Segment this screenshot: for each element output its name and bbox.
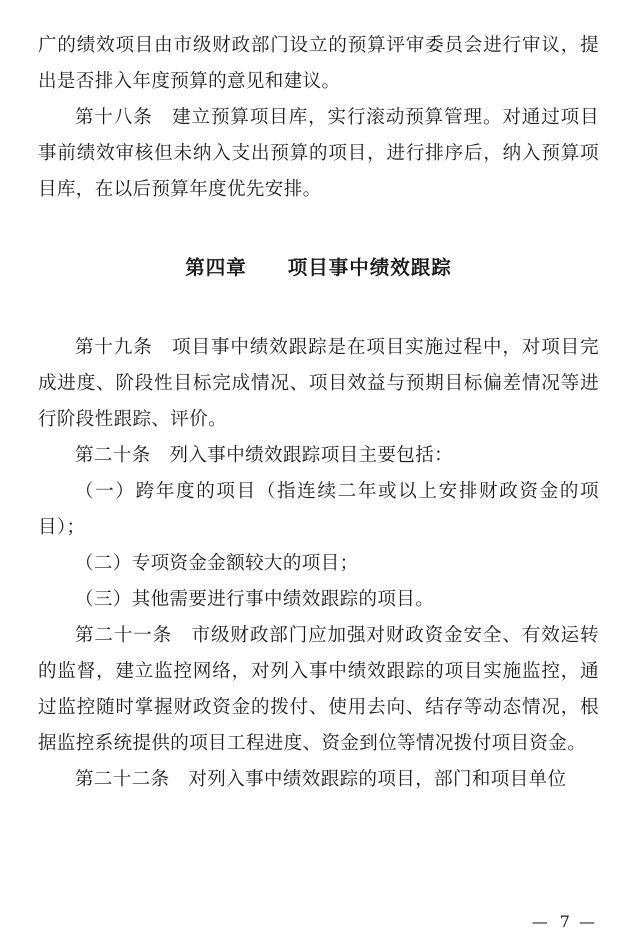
page-number: 7 <box>559 912 572 931</box>
page-footer <box>38 912 597 931</box>
list-item: （二）专项资金金额较大的项目； <box>75 553 359 574</box>
spacer <box>38 208 599 250</box>
list-item: （一）跨年度的项目（指连续二年或以上安排财政资金的项目）； <box>38 481 599 538</box>
paragraph: 第十八条 建立预算项目库，实行滚动预算管理。对通过项目事前绩效审核但未纳入支出预算的项目，进行排序后，纳入预算项目库，在以后预算年度优先安排。 <box>38 107 599 200</box>
paragraph: 第二十一条 市级财政部门应加强对财政资金安全、有效运转的监督，建立监控网络，对列入事中绩效跟踪的项目实施监控，通过监控随时掌握财政资金的拨付、使用去向、结存等动态情况，根据监控系统提供的项目工程进度、资金到位等情况拨付项目资金。 <box>38 625 599 754</box>
footer-dash-left: — <box>531 912 550 931</box>
paragraph: 第二十条 列入事中绩效跟踪项目主要包括： <box>75 445 454 466</box>
paragraph: 第二十二条 对列入事中绩效跟踪的项目，部门和项目单位 <box>75 769 567 790</box>
list-item: （三）其他需要进行事中绩效跟踪的项目。 <box>75 589 435 610</box>
spacer <box>38 286 599 330</box>
paragraph: 广的绩效项目由市级财政部门设立的预算评审委员会进行审议，提出是否排入年度预算的意见和建议。 <box>38 35 599 92</box>
footer-dash-right: — <box>579 912 597 931</box>
chapter-heading: 第四章 项目事中绩效跟踪 <box>185 256 452 279</box>
paragraph: 第十九条 项目事中绩效跟踪是在项目实施过程中，对项目完成进度、阶段性目标完成情况、项目效益与预期目标偏差情况等进行阶段性跟踪、评价。 <box>38 337 599 430</box>
